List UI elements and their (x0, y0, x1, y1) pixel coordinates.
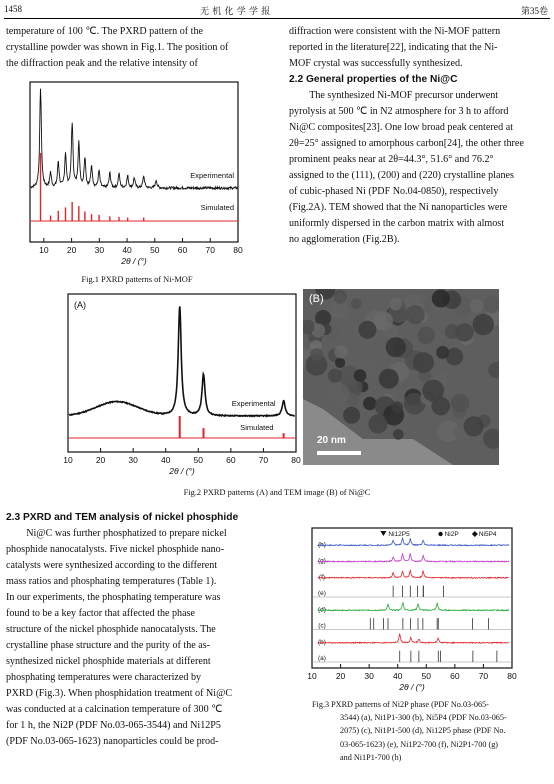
x-tick-label: 30 (364, 671, 374, 681)
x-tick-label: 20 (95, 455, 106, 465)
text-line: mass ratios and phosphating temperatures (Table 1). (6, 576, 217, 587)
fig3-trace-label: (c) (318, 622, 326, 630)
caption-line: and Ni1P1-700 (h) (340, 752, 402, 762)
fig3-trace-label: (h) (318, 541, 326, 549)
fig3-legend-circle-marker (438, 532, 442, 536)
nanoparticle (334, 345, 347, 358)
text-line: phosphating temperatures were characterized by (6, 672, 202, 683)
nanoparticle (354, 369, 367, 382)
fig3-legend-ni2p: Ni2P (444, 531, 459, 538)
nanoparticle (351, 298, 362, 309)
nanoparticle (335, 358, 345, 368)
nanoparticle (363, 397, 376, 410)
fig3-pattern-trace (318, 538, 509, 549)
nanoparticle (379, 369, 399, 389)
text-line: assigned to the (111), (200) and (220) crystalline planes (289, 170, 514, 181)
figure-1 (18, 76, 244, 277)
scale-bar (317, 451, 361, 455)
text-line: diffraction were consistent with the Ni-MOF pattern (289, 26, 501, 37)
nanoparticle (373, 311, 393, 331)
fig3-pattern-trace (318, 603, 509, 614)
right-top-paragraph (289, 24, 547, 248)
plot-frame (312, 528, 512, 668)
nanoparticle (334, 293, 346, 305)
x-tick-label: 40 (160, 455, 171, 465)
fig2-caption: Fig.2 PXRD patterns (A) and TEM image (B) of Ni@C (183, 488, 371, 497)
x-tick-label: 80 (291, 455, 301, 465)
nanoparticle (473, 314, 494, 335)
x-tick-label: 50 (193, 455, 204, 465)
fig1-caption: Fig.1 PXRD patterns of Ni-MOF (81, 275, 193, 284)
text-line: temperature of 100 ℃. The PXRD pattern of the (6, 26, 203, 37)
x-tick-label: 70 (205, 245, 216, 255)
fig3-trace-label: (b) (318, 638, 326, 646)
fig3-trace-label: (e) (318, 590, 326, 597)
nanoparticle (422, 380, 444, 402)
text-line: crystalline phase structure and the purity of the as- (6, 640, 211, 651)
x-tick-label: 40 (392, 671, 403, 681)
nanoparticle (436, 346, 449, 359)
text-line: The synthesized Ni-MOF precursor underwent (309, 90, 499, 101)
nanoparticle (432, 290, 450, 308)
text-line: phosphide nanocatalysts. Five nickel phosphide nano- (6, 544, 225, 555)
section-2-3-heading: 2.3 PXRD and TEM analysis of nickel phosphide (6, 512, 239, 523)
nanoparticle (330, 384, 350, 404)
caption-line: 2075) (c), Ni1P1-500 (d), Ni12P5 phase (PDF No. (340, 726, 506, 736)
nanoparticle (389, 298, 401, 310)
nanoparticle (359, 321, 377, 339)
caption-line: 3544) (a), Ni1P1-300 (b), Ni5P4 (PDF No.03-065- (340, 713, 507, 723)
nanoparticle (406, 305, 425, 324)
text-line: reported in the literature[22], indicating that the Ni- (289, 42, 498, 53)
x-tick-label: 70 (478, 671, 489, 681)
fig1-chart (18, 76, 244, 272)
fig3-chart (304, 520, 536, 694)
nanoparticle (455, 323, 473, 341)
nanoparticle (368, 414, 387, 433)
fig2b-panel-label: (B) (309, 293, 324, 305)
x-tick-label: 30 (94, 245, 105, 255)
fig3-trace-label: (f) (318, 573, 326, 581)
text-line: (PDF No.03-065-1623) nanoparticles could be prod- (6, 736, 219, 747)
x-tick-label: 10 (307, 671, 317, 681)
text-line: prominent peaks near at 2θ=44.3°, 51.6° and 76.2° (289, 154, 494, 165)
x-tick-label: 70 (258, 455, 269, 465)
fig3-legend-ni12p5: Ni12P5 (388, 531, 410, 538)
nanoparticle (464, 416, 484, 436)
fig2a-legend-simulated: Simulated (240, 423, 274, 432)
figure-3 (304, 520, 536, 699)
text-line: MOF crystal was successfully synthesized. (289, 58, 463, 69)
scale-bar-label: 20 nm (317, 435, 346, 446)
text-line: 2θ=25° assigned to amorphous carbon[24], the other three (289, 138, 524, 149)
fig1-legend-simulated: Simulated (200, 203, 234, 212)
nanoparticle (413, 352, 434, 373)
nanoparticle (451, 394, 469, 412)
text-line: (Fig.2A). TEM showed that the Ni nanoparticles were (289, 202, 508, 213)
left-top-paragraph (6, 24, 268, 72)
section-2-2-body (289, 88, 547, 248)
nanoparticle (386, 337, 406, 357)
caption-line: 03-065-1623) (e), Ni1P2-700 (f), Ni2P1-700 (g) (340, 739, 499, 749)
fig3-pattern-trace (318, 554, 509, 562)
text-line: was conducted at a calcination temperature of 300 ℃ (6, 704, 223, 715)
text-line: uniformly dispersed in the carbon matrix with almost (289, 218, 505, 229)
fig2a-legend-experimental: Experimental (231, 399, 276, 408)
text-line: catalysts were synthesized according to the different (6, 560, 218, 571)
x-axis-label: 2θ / (°) (169, 466, 195, 476)
x-tick-label: 10 (39, 245, 49, 255)
fig3-trace-label: (d) (318, 606, 326, 614)
fig2a-chart (62, 288, 302, 478)
page-number: 1458 (4, 4, 22, 14)
section-2-3 (6, 510, 268, 750)
x-tick-label: 60 (450, 671, 460, 681)
x-axis-label: 2θ / (°) (399, 682, 425, 692)
text-line: Ni@C was further phosphatized to prepare nickel (26, 528, 227, 539)
journal-title: 无 机 化 学 学 报 (200, 6, 271, 16)
fig3-pattern-trace (318, 570, 509, 578)
plot-frame (30, 82, 238, 242)
fig3-caption (312, 698, 550, 764)
text-line: structure of the nickel phosphide nanocatalysts. The (6, 624, 216, 635)
text-line: found to be a key factor that affected the phase (6, 608, 195, 619)
x-tick-label: 60 (226, 455, 236, 465)
nanoparticle (391, 401, 403, 413)
fig1-legend-experimental: Experimental (190, 171, 234, 180)
text-line: PXRD (Fig.3). When phosphidation treatment of Ni@C (6, 688, 233, 699)
x-tick-label: 80 (233, 245, 243, 255)
text-line: Ni@C composites[23]. One low broad peak centered at (289, 122, 513, 133)
header-rule (4, 18, 550, 19)
caption-line: Fig.3 PXRD patterns of Ni2P phase (PDF No.03-065- (312, 700, 489, 709)
text-line: of cubic-phased Ni (PDF No.04-0850), respectively (289, 186, 499, 197)
nanoparticle (343, 407, 360, 424)
fig2a-panel-label: (A) (74, 300, 86, 310)
figure-2a (62, 288, 302, 483)
fig3-legend-ni5p4: Ni5P4 (478, 531, 497, 538)
x-axis-label: 2θ / (°) (121, 256, 147, 266)
x-tick-label: 10 (63, 455, 73, 465)
fig3-pattern-trace (318, 634, 509, 644)
x-tick-label: 20 (335, 671, 346, 681)
x-tick-label: 50 (421, 671, 432, 681)
nanoparticle (393, 429, 404, 440)
fig3-legend-triangle-marker (380, 531, 386, 536)
volume-number: 第35卷 (520, 6, 548, 16)
nanoparticle (310, 348, 323, 361)
x-tick-label: 50 (150, 245, 160, 255)
text-line: crystalline powder was shown in Fig.1. The position of (6, 42, 229, 53)
nanoparticle (417, 327, 435, 345)
x-tick-label: 80 (507, 671, 517, 681)
nanoparticle (470, 299, 484, 313)
fig3-trace-label: (g) (318, 557, 326, 565)
x-tick-label: 60 (177, 245, 188, 255)
text-line: no agglomeration (Fig.2B). (289, 234, 400, 245)
fig2b-tem-image (303, 289, 499, 465)
text-line: In our experiments, the phosphating temperature was (6, 592, 221, 603)
x-tick-label: 30 (128, 455, 138, 465)
x-tick-label: 40 (122, 245, 132, 255)
fig3-trace-label: (a) (318, 655, 326, 662)
text-line: synthesized nickel phosphide materials at different (6, 656, 211, 667)
text-line: the diffraction peak and the relative intensity of (6, 58, 198, 69)
text-line: for 1 h, the Ni2P (PDF No.03-065-3544) and Ni12P5 (6, 720, 221, 731)
fig3-legend-diamond-marker (472, 531, 478, 537)
nanoparticle (328, 369, 342, 383)
x-tick-label: 20 (66, 245, 77, 255)
text-line: pyrolysis at 500 ℃ in N2 atmosphere for 3 h to afford (289, 106, 509, 117)
section-2-2-heading: 2.2 General properties of the Ni@C (289, 74, 458, 85)
